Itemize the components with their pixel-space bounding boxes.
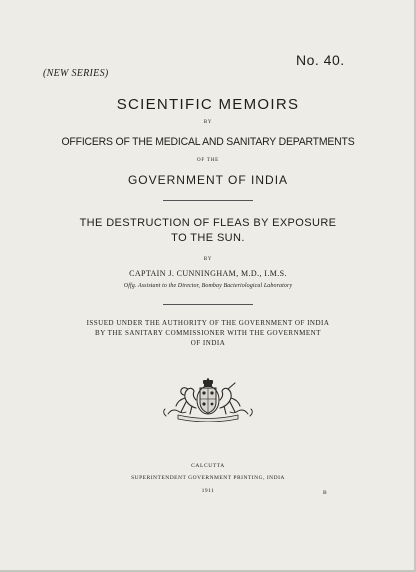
by-label: BY: [203, 120, 213, 125]
imprint-printer: SUPERINTENDENT GOVERNMENT PRINTING, INDIA: [131, 475, 285, 481]
author-role: Offg. Assistant to the Director, Bombay Bacteriological Laboratory: [123, 283, 293, 289]
issued-line: ISSUED UNDER THE AUTHORITY OF THE GOVERNMENT OF INDIA: [86, 319, 330, 327]
royal-coat-of-arms-icon: [148, 378, 268, 422]
government-name: GOVERNMENT OF INDIA: [127, 173, 289, 187]
divider-rule: [163, 304, 253, 305]
author-name: CAPTAIN J. CUNNINGHAM, M.D., I.M.S.: [129, 269, 287, 278]
of-the-label: OF THE: [196, 158, 220, 163]
series-label: (NEW SERIES): [43, 68, 109, 79]
authors-body: OFFICERS OF THE MEDICAL AND SANITARY DEPARTMENTS: [61, 136, 355, 148]
publication-title: SCIENTIFIC MEMOIRS: [116, 96, 300, 113]
issued-statement: [0, 318, 416, 348]
signature-mark: B: [323, 490, 327, 496]
paper-title-line: THE DESTRUCTION OF FLEAS BY EXPOSURE: [79, 217, 337, 229]
paper-title-line: TO THE SUN.: [171, 232, 245, 244]
imprint-year: 1911: [201, 488, 215, 494]
by-label: BY: [203, 257, 213, 262]
issued-line: OF INDIA: [190, 339, 226, 347]
divider-rule: [163, 200, 253, 201]
issued-line: BY THE SANITARY COMMISSIONER WITH THE GOVERNMENT: [95, 329, 321, 337]
memoir-number: No. 40.: [296, 52, 345, 68]
paper-title: [0, 216, 416, 246]
imprint-city: CALCUTTA: [191, 463, 225, 469]
